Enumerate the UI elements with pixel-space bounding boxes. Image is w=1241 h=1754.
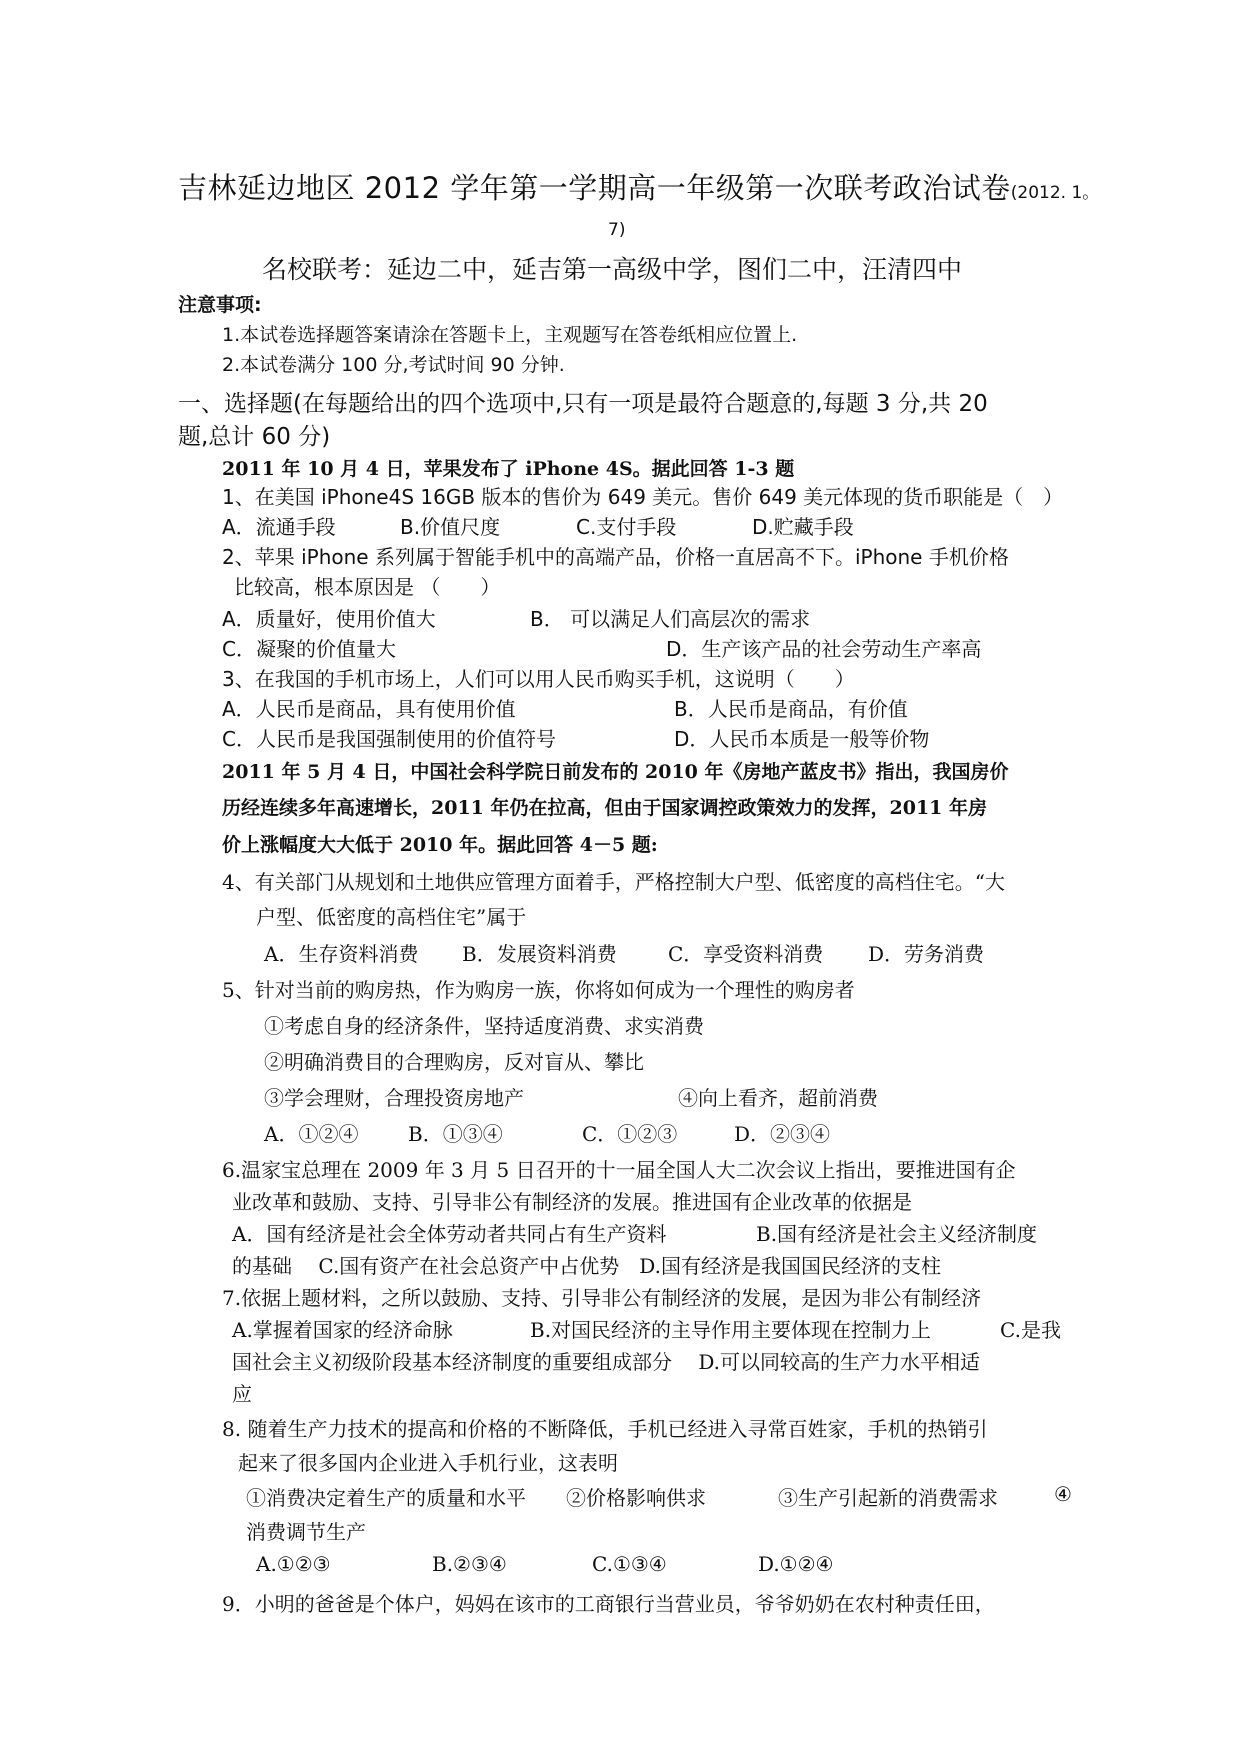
question-5-statement-3: ③学会理财，合理投资房地产 [264,1086,524,1110]
question-8-option-c: C.①③④ [592,1552,667,1576]
question-3-option-c: C．人民币是我国强制使用的价值符号 [222,727,556,751]
question-2-option-a: A．质量好，使用价值大 [222,607,436,631]
question-3-option-a: A．人民币是商品，具有使用价值 [222,697,516,721]
question-7-stem: 7.依据上题材料，之所以鼓励、支持、引导非公有制经济的发展，是因为非公有制经济 [222,1286,982,1310]
question-1-option-c: C.支付手段 [576,515,677,539]
note-item-1: 1.本试卷选择题答案请涂在答题卡上，主观题写在答卷纸相应位置上. [222,324,798,346]
question-8-statement-1: ①消费决定着生产的质量和水平 [246,1486,526,1510]
question-7-options-line-2: 国社会主义初级阶段基本经济制度的重要组成部分 D.可以同较高的生产力水平相适 [232,1350,981,1374]
exam-title-text: 吉林延边地区 2012 学年第一学期高一年级第一次联考政治试卷 [178,171,1011,205]
notes-heading: 注意事项: [178,294,262,316]
question-3-stem: 3、在我国的手机市场上，人们可以用人民币购买手机，这说明（ ） [222,667,855,691]
question-5-option-d: D．②③④ [734,1122,831,1146]
question-2-option-b: B． 可以满足人们高层次的需求 [530,607,811,631]
material-2-line-1: 2011 年 5 月 4 日，中国社会科学院日前发布的 2010 年《房地产蓝皮书》指出，我国房价 [222,761,1009,783]
question-3-option-b: B．人民币是商品，有价值 [674,697,908,721]
question-5-option-c: C．①②③ [582,1122,678,1146]
question-1-option-b: B.价值尺度 [400,515,501,539]
material-2-line-2: 历经连续多年高速增长，2011 年仍在拉高，但由于国家调控政策效力的发挥，2011 年房 [222,797,987,819]
question-6-option-b: B.国有经济是社会主义经济制度 [756,1222,1038,1246]
question-4-option-c: C．享受资料消费 [668,942,824,966]
question-3-option-d: D．人民币本质是一般等价物 [674,727,930,751]
question-4-option-b: B．发展资料消费 [462,942,617,966]
section-1-heading-line-2: 题,总计 60 分) [178,424,331,450]
question-4-stem-line-2: 户型、低密度的高档住宅”属于 [256,905,527,929]
material-2-line-3: 价上涨幅度大大低于 2010 年。据此回答 4－5 题: [222,834,658,856]
question-7-option-a: A.掌握着国家的经济命脉 [232,1318,453,1342]
question-5-option-a: A．①②④ [264,1122,359,1146]
question-8-stem-line-1: 8. 随着生产力技术的提高和价格的不断降低，手机已经进入寻常百姓家，手机的热销引 [222,1417,988,1441]
question-7-option-b: B.对国民经济的主导作用主要体现在控制力上 [530,1318,932,1342]
material-1: 2011 年 10 月 4 日，苹果发布了 iPhone 4S。据此回答 1-3 题 [222,458,795,480]
question-8-option-b: B.②③④ [432,1552,507,1576]
note-item-2: 2.本试卷满分 100 分,考试时间 90 分钟. [222,354,565,376]
question-7-option-c: C.是我 [1000,1318,1061,1342]
question-6-option-a: A．国有经济是社会全体劳动者共同占有生产资料 [232,1222,667,1246]
question-6-stem-line-2: 业改革和鼓励、支持、引导非公有制经济的发展。推进国有企业改革的依据是 [232,1190,912,1214]
question-2-option-c: C．凝聚的价值量大 [222,637,396,661]
question-7-options-line-3: 应 [232,1382,252,1406]
question-2-stem-line-2: 比较高，根本原因是 （ ） [234,575,501,599]
question-6-stem-line-1: 6.温家宝总理在 2009 年 3 月 5 日召开的十一届全国人大二次会议上指出，要推进国有企 [222,1158,1016,1182]
question-1-option-a: A．流通手段 [222,515,336,539]
question-5-option-b: B．①③④ [408,1122,503,1146]
question-6-options-line-2: 的基础 C.国有资产在社会总资产中占优势 D.国有经济是我国国民经济的支柱 [232,1254,941,1278]
question-2-stem-line-1: 2、苹果 iPhone 系列属于智能手机中的高端产品，价格一直居高不下。iPhone 手机价格 [222,545,1009,569]
exam-subtitle: 名校联考：延边二中，延吉第一高级中学，图们二中，汪清四中 [262,255,963,284]
question-8-statement-2: ②价格影响供求 [566,1486,706,1510]
question-8-statement-4-cont: 消费调节生产 [246,1520,366,1544]
question-5-statement-4: ④向上看齐，超前消费 [678,1086,878,1110]
question-2-option-d: D．生产该产品的社会劳动生产率高 [666,637,982,661]
section-1-heading-line-1: 一、选择题(在每题给出的四个选项中,只有一项是最符合题意的,每题 3 分,共 20 [178,391,988,417]
question-9-stem: 9．小明的爸爸是个体户，妈妈在该市的工商银行当营业员，爷爷奶奶在农村种责任田， [222,1592,995,1616]
question-4-option-a: A．生存资料消费 [264,942,419,966]
question-4-stem-line-1: 4、有关部门从规划和土地供应管理方面着手，严格控制大户型、低密度的高档住宅。“大 [222,870,1005,894]
exam-date-end: 7) [608,220,626,240]
exam-title [178,166,1099,207]
question-5-stem: 5、针对当前的购房热，作为购房一族，你将如何成为一个理性的购房者 [222,978,855,1002]
question-8-option-a: A.①②③ [256,1552,331,1576]
question-5-statement-1: ①考虑自身的经济条件，坚持适度消费、求实消费 [264,1014,704,1038]
question-8-statement-3: ③生产引起新的消费需求 [778,1486,998,1510]
question-1-stem: 1、在美国 iPhone4S 16GB 版本的售价为 649 美元。售价 649 美元体现的货币职能是（ ） [222,485,1064,509]
question-1-option-d: D.贮藏手段 [752,515,854,539]
question-4-option-d: D．劳务消费 [868,942,985,966]
exam-date-start: (2012. 1。 [1010,183,1100,203]
question-8-option-d: D.①②④ [758,1552,834,1576]
question-8-stem-line-2: 起来了很多国内企业进入手机行业，这表明 [238,1451,618,1475]
question-5-statement-2: ②明确消费目的合理购房，反对盲从、攀比 [264,1050,644,1074]
question-8-statement-4: ④ [1054,1482,1072,1506]
